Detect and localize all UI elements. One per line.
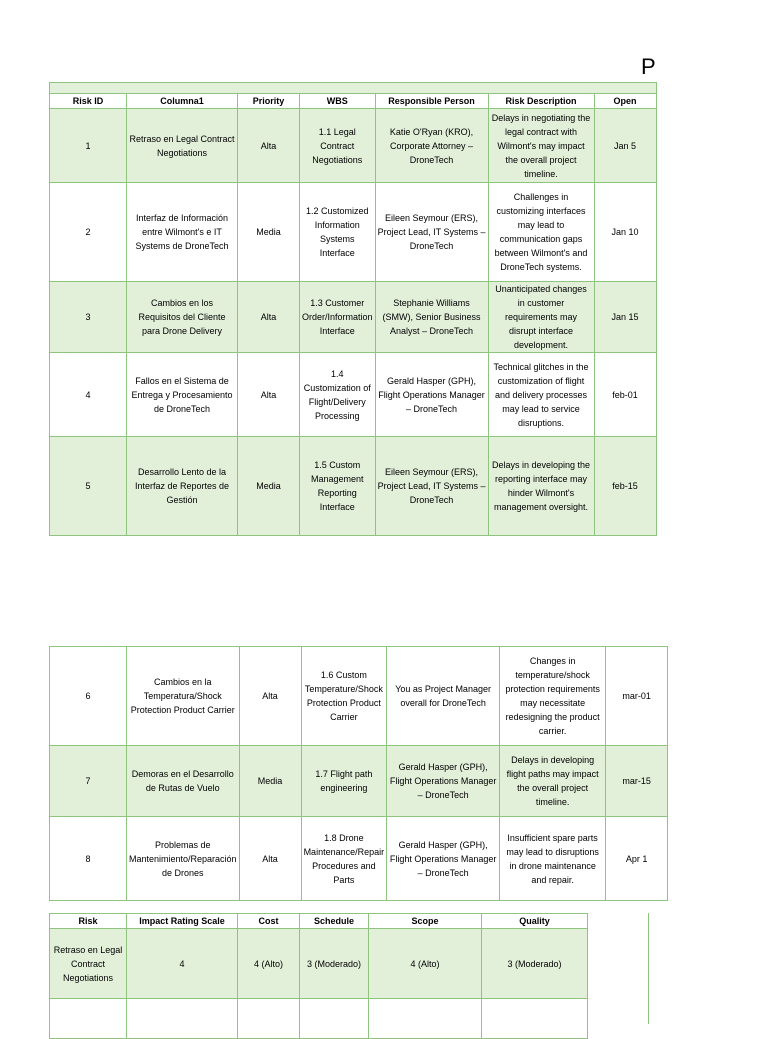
column-header-priority: Priority: [238, 94, 300, 109]
risk-register-table: [49, 82, 657, 536]
column-header-scope: Scope: [369, 914, 482, 929]
cell-impact-rating: 4: [127, 929, 238, 999]
cell-risk-id: 8: [50, 817, 127, 901]
cell-wbs: 1.1 Legal Contract Negotiations: [300, 109, 376, 183]
table-row: [50, 109, 657, 183]
cell-wbs: 1.5 Custom Management Reporting Interface: [300, 437, 376, 536]
cell-scope: [369, 999, 482, 1039]
cell-cost: 4 (Alto): [238, 929, 300, 999]
column-header-risk-id: Risk ID: [50, 94, 127, 109]
cell-open-date: mar-15: [606, 746, 668, 817]
column-header-impact-rating-scale: Impact Rating Scale: [127, 914, 238, 929]
cell-open-date: feb-01: [594, 353, 656, 437]
column-header-risk-description: Risk Description: [488, 94, 594, 109]
band-cell: [50, 83, 657, 94]
cell-risk-name: Problemas de Mantenimiento/Reparación de Drones: [127, 817, 240, 901]
table-row: [50, 353, 657, 437]
cell-quality: [482, 999, 588, 1039]
cell-responsible-person: Katie O'Ryan (KRO), Corporate Attorney – DroneTech: [375, 109, 488, 183]
cell-risk-description: Delays in developing the reporting interface may hinder Wilmont's management oversight.: [488, 437, 594, 536]
cell-wbs: 1.3 Customer Order/Information Interface: [300, 282, 376, 353]
cell-risk-id: 1: [50, 109, 127, 183]
page-edge-divider: [648, 913, 649, 1024]
cell-risk-id: 4: [50, 353, 127, 437]
column-header-wbs: WBS: [300, 94, 376, 109]
cell-responsible-person: You as Project Manager overall for DroneTech: [387, 647, 500, 746]
cell-responsible-person: Gerald Hasper (GPH), Flight Operations Manager – DroneTech: [375, 353, 488, 437]
table-row: [50, 647, 668, 746]
cell-risk-description: Insufficient spare parts may lead to disruptions in drone maintenance and repair.: [500, 817, 606, 901]
table-row: [50, 282, 657, 353]
cell-schedule: [300, 999, 369, 1039]
cell-risk-name: Demoras en el Desarrollo de Rutas de Vuelo: [127, 746, 240, 817]
cell-open-date: mar-01: [606, 647, 668, 746]
cell-wbs: 1.4 Customization of Flight/Delivery Processing: [300, 353, 376, 437]
cell-risk-name: Desarrollo Lento de la Interfaz de Reportes de Gestión: [127, 437, 238, 536]
cell-priority: Media: [238, 437, 300, 536]
cell-open-date: Jan 10: [594, 183, 656, 282]
cell-open-date: Jan 15: [594, 282, 656, 353]
cell-risk-description: Challenges in customizing interfaces may lead to communication gaps between Wilmont's and DroneTech systems.: [488, 183, 594, 282]
page-title-fragment: P: [641, 54, 656, 79]
table-row: [50, 817, 668, 901]
cell-priority: Alta: [239, 647, 301, 746]
cell-priority: Alta: [238, 109, 300, 183]
cell-risk-id: 3: [50, 282, 127, 353]
cell-risk-description: Delays in developing flight paths may impact the overall project timeline.: [500, 746, 606, 817]
table-row: [50, 929, 588, 999]
table-row: [50, 746, 668, 817]
table-band-row: [50, 83, 657, 94]
cell-risk-description: Unanticipated changes in customer requirements may disrupt interface development.: [488, 282, 594, 353]
cell-risk-description: Delays in negotiating the legal contract with Wilmont's may impact the overall project timeline.: [488, 109, 594, 183]
table-row: [50, 999, 588, 1039]
cell-responsible-person: Eileen Seymour (ERS), Project Lead, IT Systems – DroneTech: [375, 183, 488, 282]
cell-risk-id: 7: [50, 746, 127, 817]
table-header-row: [50, 94, 657, 109]
cell-risk: [50, 999, 127, 1039]
cell-quality: 3 (Moderado): [482, 929, 588, 999]
cell-risk-description: Technical glitches in the customization of flight and delivery processes may lead to service disruptions.: [488, 353, 594, 437]
column-header-schedule: Schedule: [300, 914, 369, 929]
column-header-quality: Quality: [482, 914, 588, 929]
impact-rating-table: [49, 913, 588, 1039]
cell-cost: [238, 999, 300, 1039]
cell-responsible-person: Gerald Hasper (GPH), Flight Operations Manager – DroneTech: [387, 746, 500, 817]
column-header-cost: Cost: [238, 914, 300, 929]
cell-open-date: feb-15: [594, 437, 656, 536]
cell-priority: Media: [238, 183, 300, 282]
column-header-risk: Risk: [50, 914, 127, 929]
cell-schedule: 3 (Moderado): [300, 929, 369, 999]
cell-open-date: Jan 5: [594, 109, 656, 183]
cell-risk-id: 5: [50, 437, 127, 536]
cell-risk-description: Changes in temperature/shock protection requirements may necessitate redesigning the product carrier.: [500, 647, 606, 746]
cell-risk: Retraso en Legal Contract Negotiations: [50, 929, 127, 999]
table-header-row: [50, 914, 588, 929]
cell-wbs: 1.8 Drone Maintenance/Repair Procedures and Parts: [301, 817, 387, 901]
column-header-open: Open: [594, 94, 656, 109]
cell-risk-id: 2: [50, 183, 127, 282]
cell-risk-name: Cambios en los Requisitos del Cliente para Drone Delivery: [127, 282, 238, 353]
cell-priority: Media: [239, 746, 301, 817]
cell-impact-rating: [127, 999, 238, 1039]
cell-wbs: 1.2 Customized Information Systems Interface: [300, 183, 376, 282]
column-header-columna1: Columna1: [127, 94, 238, 109]
cell-risk-name: Retraso en Legal Contract Negotiations: [127, 109, 238, 183]
cell-risk-name: Cambios en la Temperatura/Shock Protection Product Carrier: [127, 647, 240, 746]
cell-priority: Alta: [238, 282, 300, 353]
table-row: [50, 183, 657, 282]
cell-responsible-person: Gerald Hasper (GPH), Flight Operations Manager – DroneTech: [387, 817, 500, 901]
cell-priority: Alta: [238, 353, 300, 437]
cell-responsible-person: Stephanie Williams (SMW), Senior Business Analyst – DroneTech: [375, 282, 488, 353]
cell-wbs: 1.7 Flight path engineering: [301, 746, 387, 817]
column-header-responsible-person: Responsible Person: [375, 94, 488, 109]
cell-open-date: Apr 1: [606, 817, 668, 901]
cell-risk-id: 6: [50, 647, 127, 746]
cell-risk-name: Interfaz de Información entre Wilmont's e IT Systems de DroneTech: [127, 183, 238, 282]
table-row: [50, 437, 657, 536]
cell-responsible-person: Eileen Seymour (ERS), Project Lead, IT Systems – DroneTech: [375, 437, 488, 536]
cell-wbs: 1.6 Custom Temperature/Shock Protection Product Carrier: [301, 647, 387, 746]
cell-risk-name: Fallos en el Sistema de Entrega y Procesamiento de DroneTech: [127, 353, 238, 437]
cell-scope: 4 (Alto): [369, 929, 482, 999]
cell-priority: Alta: [239, 817, 301, 901]
risk-register-table-continued: [49, 646, 668, 901]
